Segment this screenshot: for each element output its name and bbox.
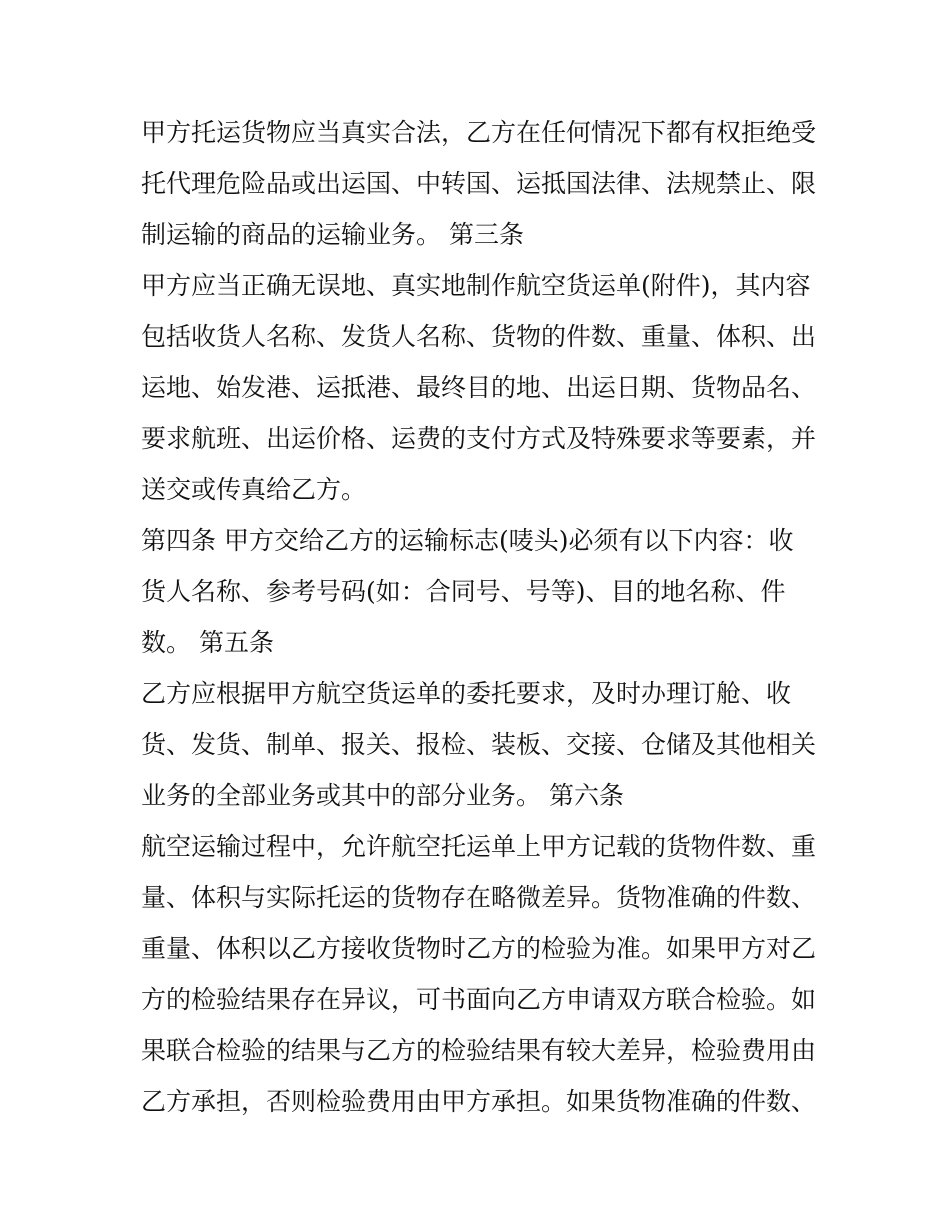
text-line: 数。 第五条	[141, 628, 274, 657]
text-line: 制运输的商品的运输业务。 第三条	[141, 220, 524, 249]
text-line: 乙方承担，否则检验费用由甲方承担。如果货物准确的件数、	[141, 1087, 817, 1116]
text-line: 货、发货、制单、报关、报检、装板、交接、仓储及其他相关	[141, 730, 817, 759]
text-line: 方的检验结果存在异议，可书面向乙方申请双方联合检验。如	[141, 985, 817, 1014]
text-line: 果联合检验的结果与乙方的检验结果有较大差异，检验费用由	[141, 1036, 817, 1065]
text-line: 甲方托运货物应当真实合法，乙方在任何情况下都有权拒绝受	[141, 118, 817, 147]
text-line: 第四条 甲方交给乙方的运输标志(唛头)必须有以下内容：收	[141, 526, 794, 555]
text-line: 重量、体积以乙方接收货物时乙方的检验为准。如果甲方对乙	[141, 934, 817, 963]
text-line: 量、体积与实际托运的货物存在略微差异。货物准确的件数、	[141, 883, 817, 912]
document-body	[141, 107, 821, 1127]
text-line: 乙方应根据甲方航空货运单的委托要求，及时办理订舱、收	[141, 679, 792, 708]
text-line: 托代理危险品或出运国、中转国、运抵国法律、法规禁止、限	[141, 169, 817, 198]
text-line: 运地、始发港、运抵港、最终目的地、出运日期、货物品名、	[141, 373, 817, 402]
text-line: 货人名称、参考号码(如：合同号、号等)、目的地名称、件	[141, 577, 786, 606]
text-line: 包括收货人名称、发货人名称、货物的件数、重量、体积、出	[141, 322, 817, 351]
text-line: 业务的全部业务或其中的部分业务。 第六条	[141, 781, 624, 810]
text-line: 要求航班、出运价格、运费的支付方式及特殊要求等要素，并	[141, 424, 817, 453]
text-line: 送交或传真给乙方。	[141, 475, 367, 504]
text-line: 航空运输过程中，允许航空托运单上甲方记载的货物件数、重	[141, 832, 817, 861]
text-line: 甲方应当正确无误地、真实地制作航空货运单(附件)，其内容	[141, 271, 811, 300]
